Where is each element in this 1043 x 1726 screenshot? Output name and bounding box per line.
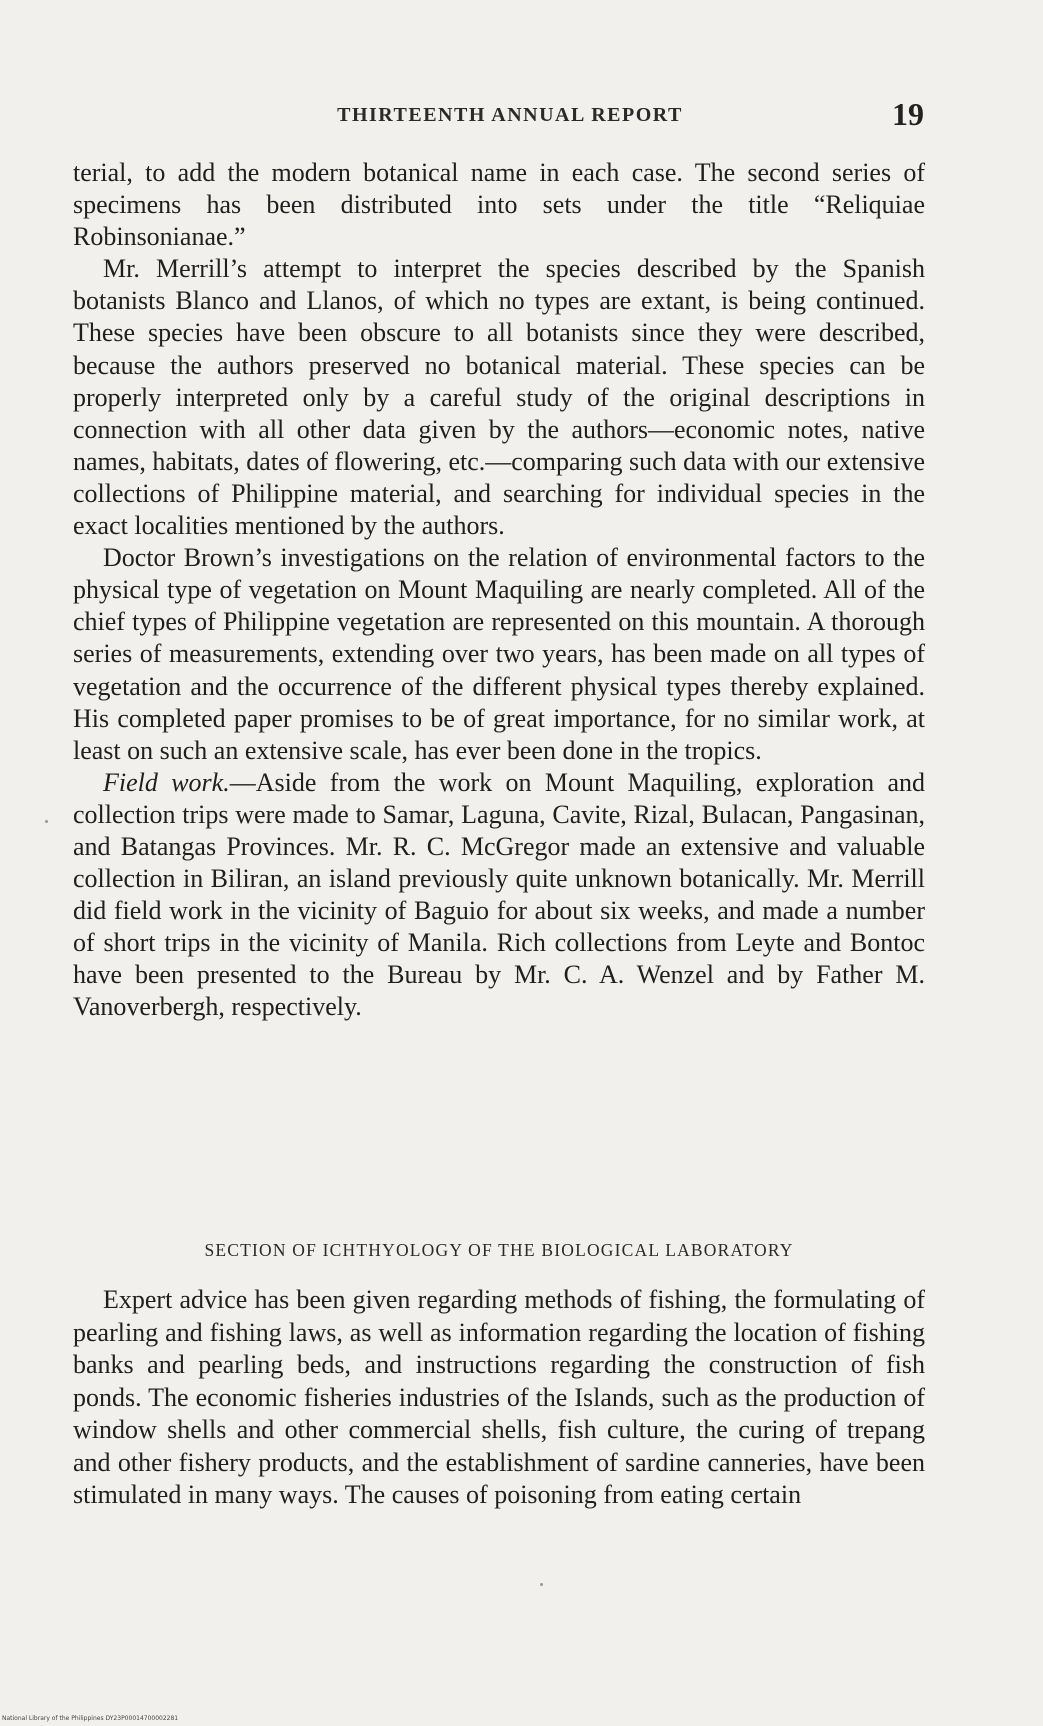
scan-speck xyxy=(540,1583,543,1586)
running-head xyxy=(0,96,1043,140)
scan-speck xyxy=(45,820,48,823)
paragraph-ichthyology: Expert advice has been given regarding methods of fishing, the formulating of pearling and fishing laws, as well as information regarding the location of fishing banks and pearling beds, and instructions regarding the construction of fish ponds. The economic fisheries industries of the Islands, such as the production of window shells and other commercial shells, fish culture, the curing of trepang and other fishery products, and the establishment of sardine canneries, have been stimulated in many ways. The causes of poisoning from eating certain xyxy=(73,1285,925,1509)
provenance-footer: National Library of the Philippines DY23P00014700002281 xyxy=(2,1715,179,1722)
paragraph-continued: terial, to add the modern botanical name in each case. The second series of specimens has been distributed into sets under the title “Reliquiae Robinsonianae.” xyxy=(73,158,925,252)
body-text xyxy=(73,157,925,1024)
paragraph-merrill: Mr. Merrill’s attempt to interpret the species described by the Spanish botanists Blanco and Llanos, of which no types are extant, is being continued. These species have been obscure to all botanists since they were described, because the authors preserved no botanical material. These species can be properly interpreted only by a careful study of the original descriptions in connection with all other data given by the authors—economic notes, native names, habitats, dates of flowering, etc.—comparing such data with our extensive collections of Philippine material, and searching for individual species in the exact localities mentioned by the authors. xyxy=(73,254,925,541)
running-title: THIRTEENTH ANNUAL REPORT xyxy=(337,104,683,126)
field-work-text: —Aside from the work on Mount Maquiling, exploration and collection trips were made to Samar, Laguna, Cavite, Rizal, Bulacan, Pangasinan, and Batangas Provinces. Mr. R. C. McGregor made an extensive and valuable collection in Biliran, an island previously quite unknown botanically. Mr. Merrill did field work in the vicinity of Baguio for about six weeks, and made a number of short trips in the vicinity of Manila. Rich collections from Leyte and Bontoc have been presented to the Bureau by Mr. C. A. Wenzel and by Father M. Vanoverbergh, respectively. xyxy=(73,767,925,1022)
section-heading: SECTION OF ICHTHYOLOGY OF THE BIOLOGICAL LABORATORY xyxy=(204,1240,794,1260)
paragraph-brown: Doctor Brown’s investigations on the relation of environmental factors to the physical type of vegetation on Mount Maquiling are nearly completed. All of the chief types of Philippine vegetation are represented on this mountain. A thorough series of measurements, extending over two years, has been made on all types of vegetation and the occurrence of the different physical types thereby explained. His completed paper promises to be of great importance, for no similar work, at least on such an extensive scale, has ever been done in the tropics. xyxy=(73,543,925,765)
paragraph-field-work xyxy=(73,767,925,1024)
page-number: 19 xyxy=(892,96,924,132)
field-work-lead: Field work. xyxy=(103,767,230,797)
section-body xyxy=(73,1284,925,1512)
